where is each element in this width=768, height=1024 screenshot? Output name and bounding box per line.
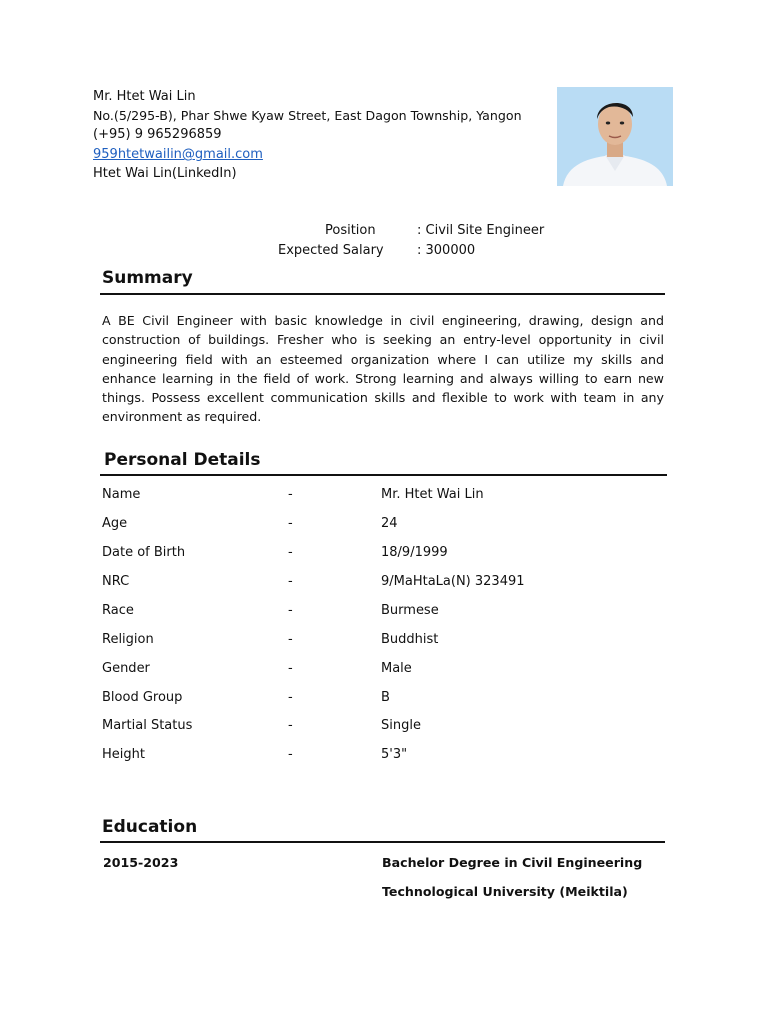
education-university: Technological University (Meiktila) [382,884,628,899]
detail-value-blood-group: B [381,690,390,705]
detail-label-race: Race [102,603,134,618]
detail-label-religion: Religion [102,632,154,647]
detail-label-marital-status: Martial Status [102,718,193,733]
summary-text: A BE Civil Engineer with basic knowledge in civil engineering, drawing, design and construction of buildings. Fresher who is seeking an entry-level opportunity in civil engineering field with an esteemed organization where I can utilize my skills and enhance learning in the field of work. Strong learning and always willing to earn new things. Possess excellent communication skills and flexible to work with team in any environment as required. [102,313,664,425]
detail-value-nrc: 9/MaHtaLa(N) 323491 [381,574,525,589]
detail-label-name: Name [102,487,141,502]
education-years: 2015-2023 [103,855,179,870]
detail-separator: - [288,718,293,733]
detail-value-race: Burmese [381,603,439,618]
detail-value-religion: Buddhist [381,632,439,647]
phone: (+95) 9 965296859 [93,127,222,142]
detail-label-age: Age [102,516,128,531]
personal-details-heading: Personal Details [104,450,261,470]
detail-label-nrc: NRC [102,574,130,589]
personal-details-divider [100,474,667,476]
detail-separator: - [288,487,293,502]
address: No.(5/295-B), Phar Shwe Kyaw Street, East Dagon Township, Yangon [93,108,522,123]
detail-separator: - [288,661,293,676]
detail-value-height: 5'3" [381,747,408,762]
salary-label: Expected Salary [278,243,384,258]
position-label: Position [325,223,376,238]
education-divider [100,841,665,843]
salary-value: : 300000 [417,243,476,258]
education-heading: Education [102,817,198,837]
linkedin-text: Htet Wai Lin(LinkedIn) [93,166,237,181]
detail-separator: - [288,747,293,762]
education-degree: Bachelor Degree in Civil Engineering [382,855,643,870]
detail-value-gender: Male [381,661,412,676]
detail-value-dob: 18/9/1999 [381,545,448,560]
detail-separator: - [288,603,293,618]
detail-label-blood-group: Blood Group [102,690,183,705]
detail-value-name: Mr. Htet Wai Lin [381,487,484,502]
summary-divider [100,293,665,295]
person-photo-icon [557,87,673,186]
profile-photo [557,87,673,186]
email-link[interactable]: 959htetwailin@gmail.com [93,147,263,162]
applicant-name: Mr. Htet Wai Lin [93,89,196,104]
detail-label-height: Height [102,747,145,762]
detail-separator: - [288,632,293,647]
position-value: : Civil Site Engineer [417,223,545,238]
detail-separator: - [288,574,293,589]
detail-separator: - [288,690,293,705]
detail-label-gender: Gender [102,661,150,676]
detail-separator: - [288,516,293,531]
detail-label-dob: Date of Birth [102,545,186,560]
summary-heading: Summary [102,268,193,288]
detail-separator: - [288,545,293,560]
detail-value-age: 24 [381,516,398,531]
detail-value-marital-status: Single [381,718,421,733]
